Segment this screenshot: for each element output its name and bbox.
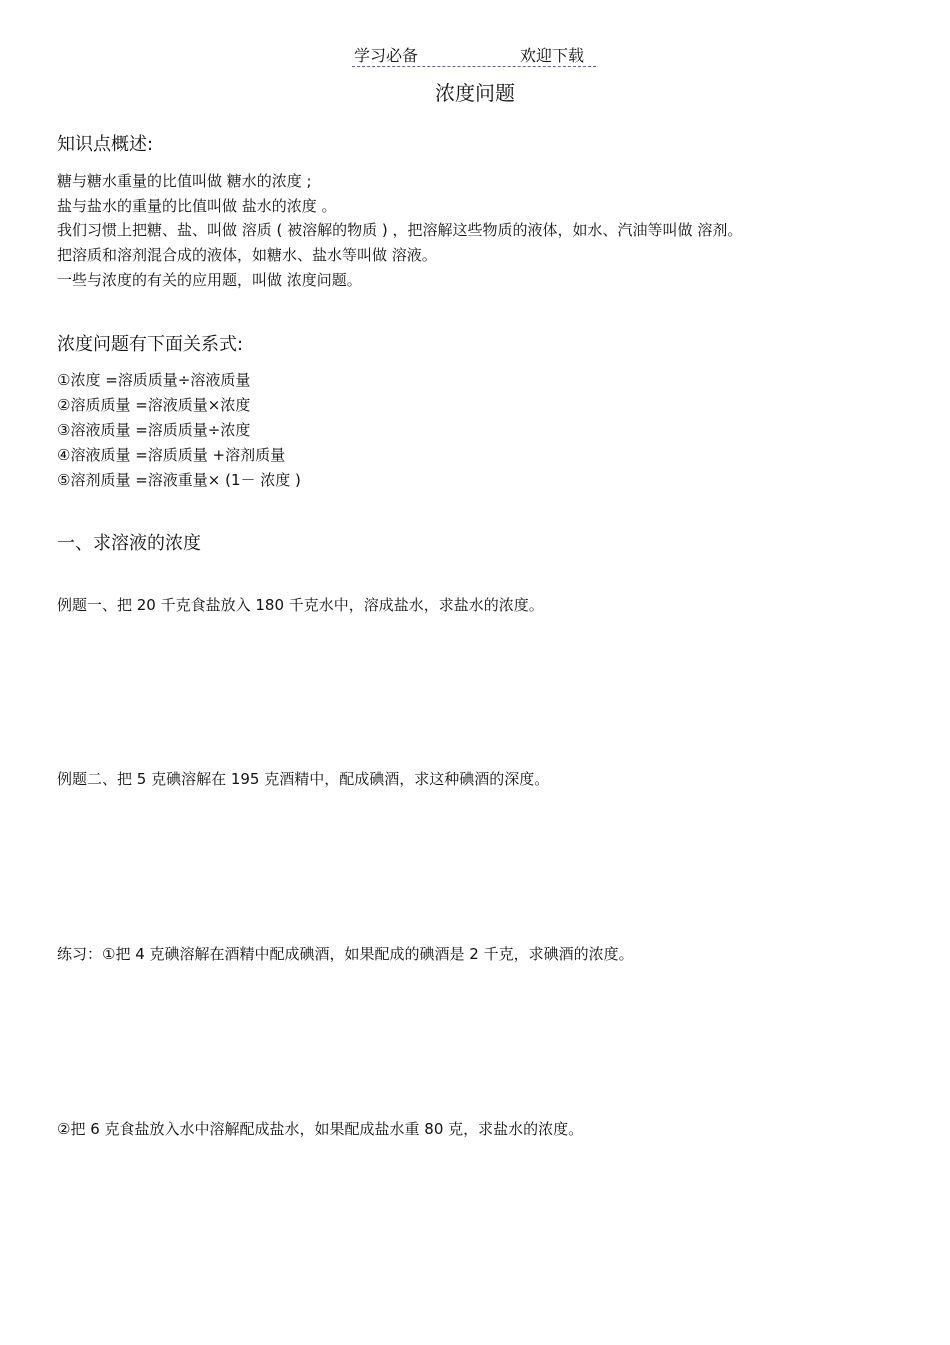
formula-line: ②溶质质量 =溶液质量×浓度	[57, 396, 251, 414]
overview-line: 盐与盐水的重量的比值叫做 盐水的浓度 。	[57, 197, 337, 215]
overview-line: 一些与浓度的有关的应用题，叫做 浓度问题。	[57, 271, 362, 289]
practice-problem: 练习：①把 4 克碘溶解在酒精中配成碘酒，如果配成的碘酒是 2 千克，求碘酒的浓度。	[57, 945, 634, 963]
formula-line: ④溶液质量 =溶质质量 +溶剂质量	[57, 446, 286, 464]
overview-heading: 知识点概述:	[57, 134, 154, 155]
page-header	[352, 42, 596, 67]
overview-line: 我们习惯上把糖、盐、叫做 溶质 ( 被溶解的物质 ) ，把溶解这些物质的液体，如水、汽油等叫做 溶剂。	[57, 221, 743, 239]
formula-line: ③溶液质量 =溶质质量÷浓度	[57, 421, 251, 439]
formula-line: ⑤溶剂质量 =溶液重量× (1－ 浓度 )	[57, 471, 301, 489]
formula-line: ①浓度 =溶质质量÷溶液质量	[57, 371, 251, 389]
practice-problem: ②把 6 克食盐放入水中溶解配成盐水，如果配成盐水重 80 克，求盐水的浓度。	[57, 1120, 584, 1138]
header-left-text: 学习必备	[354, 46, 419, 65]
relations-heading: 浓度问题有下面关系式:	[57, 334, 244, 355]
overview-line: 糖与糖水重量的比值叫做 糖水的浓度 ;	[57, 172, 312, 190]
document-title: 浓度问题	[435, 81, 515, 105]
example-problem: 例题一、把 20 千克食盐放入 180 千克水中，溶成盐水，求盐水的浓度。	[57, 596, 544, 614]
example-problem: 例题二、把 5 克碘溶解在 195 克酒精中，配成碘酒，求这种碘酒的深度。	[57, 770, 550, 788]
section-heading: 一、求溶液的浓度	[57, 533, 201, 554]
header-right-text: 欢迎下载	[520, 46, 585, 65]
overview-line: 把溶质和溶剂混合成的液体，如糖水、盐水等叫做 溶液。	[57, 246, 437, 264]
